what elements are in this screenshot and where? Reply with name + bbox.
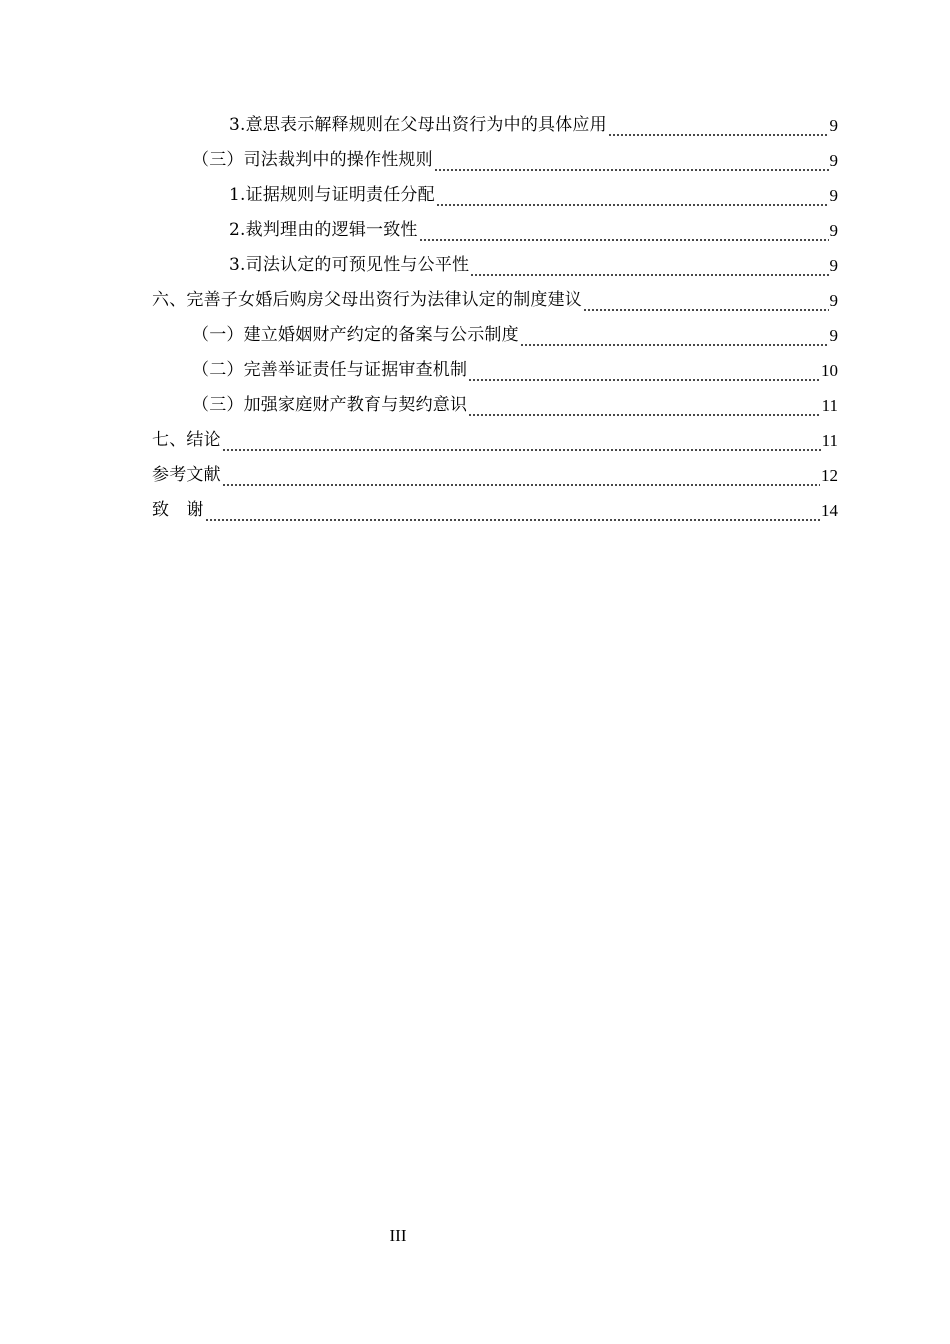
toc-entry[interactable]	[152, 178, 838, 213]
toc-entry-title: （三）司法裁判中的操作性规则	[192, 150, 433, 170]
toc-entry[interactable]	[152, 493, 838, 528]
toc-entry-page: 9	[829, 116, 838, 135]
toc-dot-leader	[434, 143, 829, 178]
toc-entry-title: 七、结论	[152, 430, 221, 450]
toc-dot-leader	[608, 108, 829, 143]
toc-entry-title: 致 谢	[152, 500, 204, 520]
toc-entry[interactable]	[152, 248, 838, 283]
toc-entry[interactable]	[152, 318, 838, 353]
toc-dot-leader	[205, 493, 820, 528]
toc-entry-title: 3.司法认定的可预见性与公平性	[229, 255, 470, 275]
toc-entry-page: 9	[829, 326, 838, 345]
toc-entry-title: 3.意思表示解释规则在父母出资行为中的具体应用	[229, 115, 607, 135]
toc-dot-leader	[468, 388, 820, 423]
toc-entry-page: 9	[829, 221, 838, 240]
toc-entry-title: （二）完善举证责任与证据审查机制	[192, 360, 468, 380]
toc-entry[interactable]	[152, 283, 838, 318]
toc-entry-title: 六、完善子女婚后购房父母出资行为法律认定的制度建议	[152, 290, 582, 310]
toc-dot-leader	[436, 178, 829, 213]
toc-entry-page: 14	[821, 501, 838, 520]
toc-entry-title: （三）加强家庭财产教育与契约意识	[192, 395, 468, 415]
toc-entry-page: 11	[821, 431, 838, 450]
toc-entry[interactable]	[152, 108, 838, 143]
toc-entry[interactable]	[152, 458, 838, 493]
toc-entry-page: 11	[821, 396, 838, 415]
table-of-contents	[152, 108, 838, 528]
toc-entry-title: 1.证据规则与证明责任分配	[229, 185, 435, 205]
toc-dot-leader	[222, 423, 821, 458]
toc-entry-page: 9	[829, 186, 838, 205]
toc-entry-title: 2.裁判理由的逻辑一致性	[229, 220, 418, 240]
toc-dot-leader	[470, 248, 828, 283]
toc-entry[interactable]	[152, 423, 838, 458]
toc-dot-leader	[222, 458, 820, 493]
toc-entry[interactable]	[152, 388, 838, 423]
toc-entry-page: 9	[829, 291, 838, 310]
toc-dot-leader	[583, 283, 829, 318]
toc-entry-page: 9	[829, 256, 838, 275]
toc-dot-leader	[468, 353, 820, 388]
toc-entry-page: 9	[829, 151, 838, 170]
toc-entry[interactable]	[152, 213, 838, 248]
toc-entry-page: 10	[821, 361, 838, 380]
toc-entry[interactable]	[152, 143, 838, 178]
toc-dot-leader	[520, 318, 829, 353]
toc-dot-leader	[419, 213, 829, 248]
toc-entry[interactable]	[152, 353, 838, 388]
page-number: III	[389, 1226, 407, 1245]
toc-entry-title: （一）建立婚姻财产约定的备案与公示制度	[192, 325, 519, 345]
toc-entry-page: 12	[821, 466, 838, 485]
toc-entry-title: 参考文献	[152, 465, 221, 485]
